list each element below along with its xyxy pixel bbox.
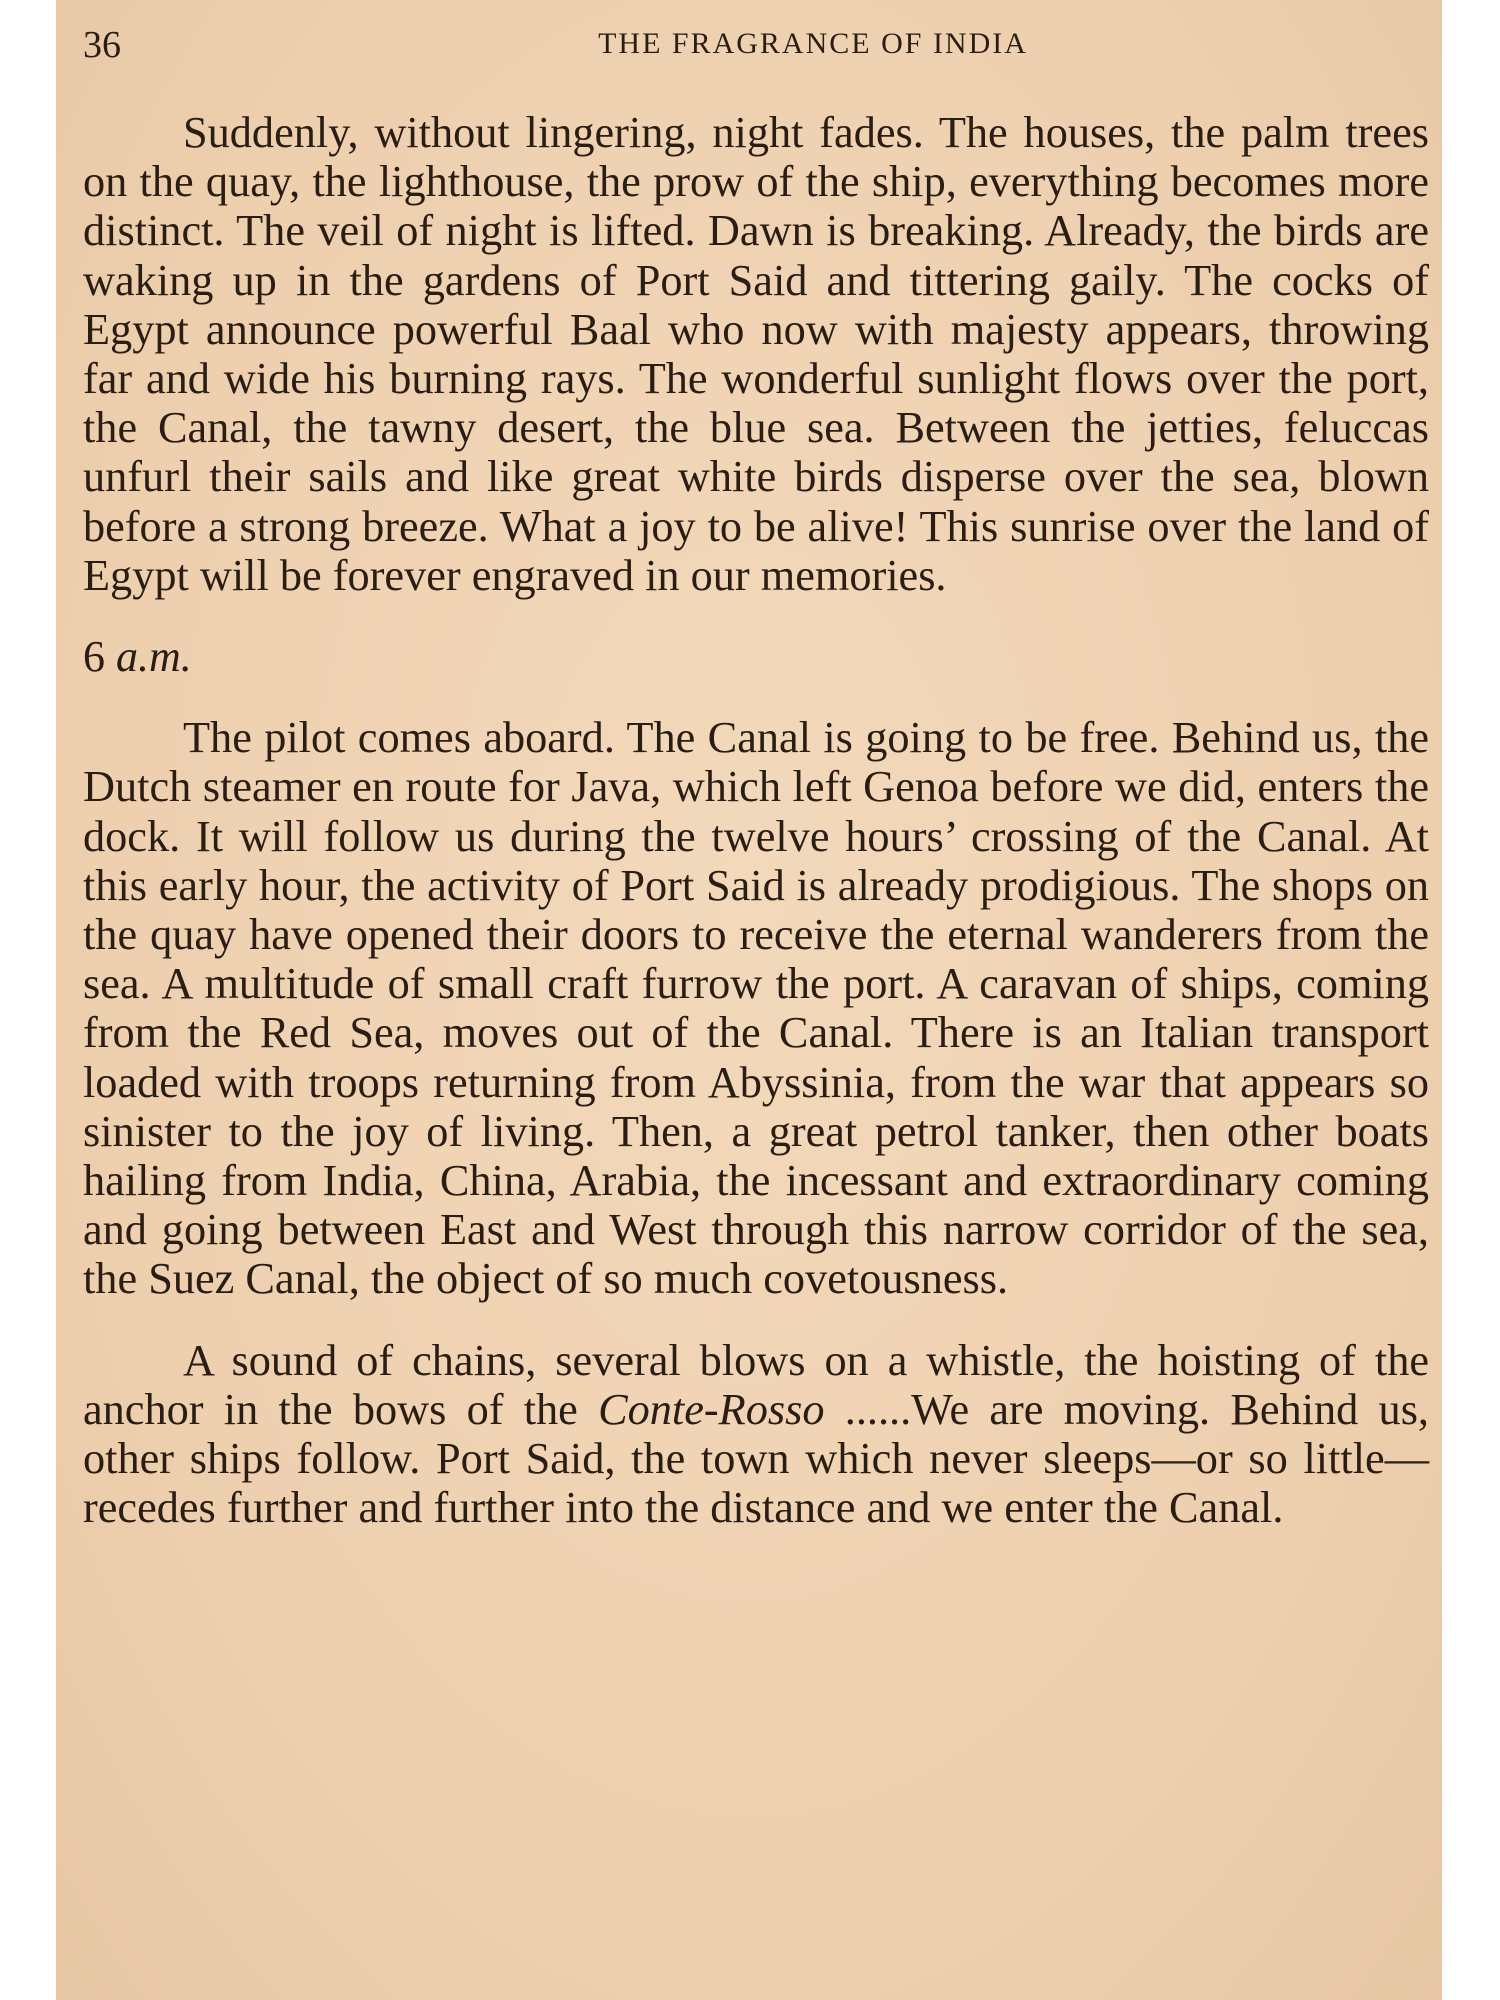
time-heading [83, 632, 1429, 681]
running-head [83, 20, 1423, 70]
book-title: THE FRAGRANCE OF INDIA [598, 27, 1028, 60]
departure-text-start: A sound of chains, several blows on a whistle, the hoisting of the anchor in the bows of the [83, 1335, 1429, 1434]
ship-name: Conte-Rosso [598, 1384, 825, 1434]
departure-text-end: ......We are moving. Behind us, other ships follow. Port Said, the town which never sleeps—or so little—recedes further and further into the distance and we enter the Canal. [83, 1384, 1430, 1533]
page-number: 36 [83, 24, 121, 66]
page-body [83, 108, 1429, 1532]
paragraph-pilot: The pilot comes aboard. The Canal is going to be free. Behind us, the Dutch steamer en route for Java, which left Genoa before we did, enters the dock. It will follow us during the twelve hours’ crossing of the Canal. At this early hour, the activity of Port Said is already prodigious. The shops on the quay have opened their doors to receive the eternal wanderers from the sea. A multitude of small craft furrow the port. A caravan of ships, coming from the Red Sea, moves out of the Canal. There is an Italian transport loaded with troops returning from Abyssinia, from the war that appears so sinister to the joy of living. Then, a great petrol tanker, then other boats hailing from India, China, Arabia, the incessant and extraordinary coming and going between East and West through this narrow corridor of the sea, the Suez Canal, the object of so much covetousness. [83, 713, 1429, 1304]
book-page [56, 0, 1442, 2000]
paragraph-departure [83, 1336, 1429, 1533]
time-number: 6 [83, 632, 105, 682]
time-suffix: a.m. [116, 632, 192, 682]
paragraph-sunrise: Suddenly, without lingering, night fades. The houses, the palm trees on the quay, the lighthouse, the prow of the ship, everything becomes more distinct. The veil of night is lifted. Dawn is breaking. Already, the birds are waking up in the gardens of Port Said and tittering gaily. The cocks of Egypt announce powerful Baal who now with majesty appears, throwing far and wide his burning rays. The wonderful sunlight flows over the port, the Canal, the tawny desert, the blue sea. Between the jetties, feluccas unfurl their sails and like great white birds disperse over the sea, blown before a strong breeze. What a joy to be alive! This sunrise over the land of Egypt will be forever engraved in our memories. [83, 108, 1429, 600]
